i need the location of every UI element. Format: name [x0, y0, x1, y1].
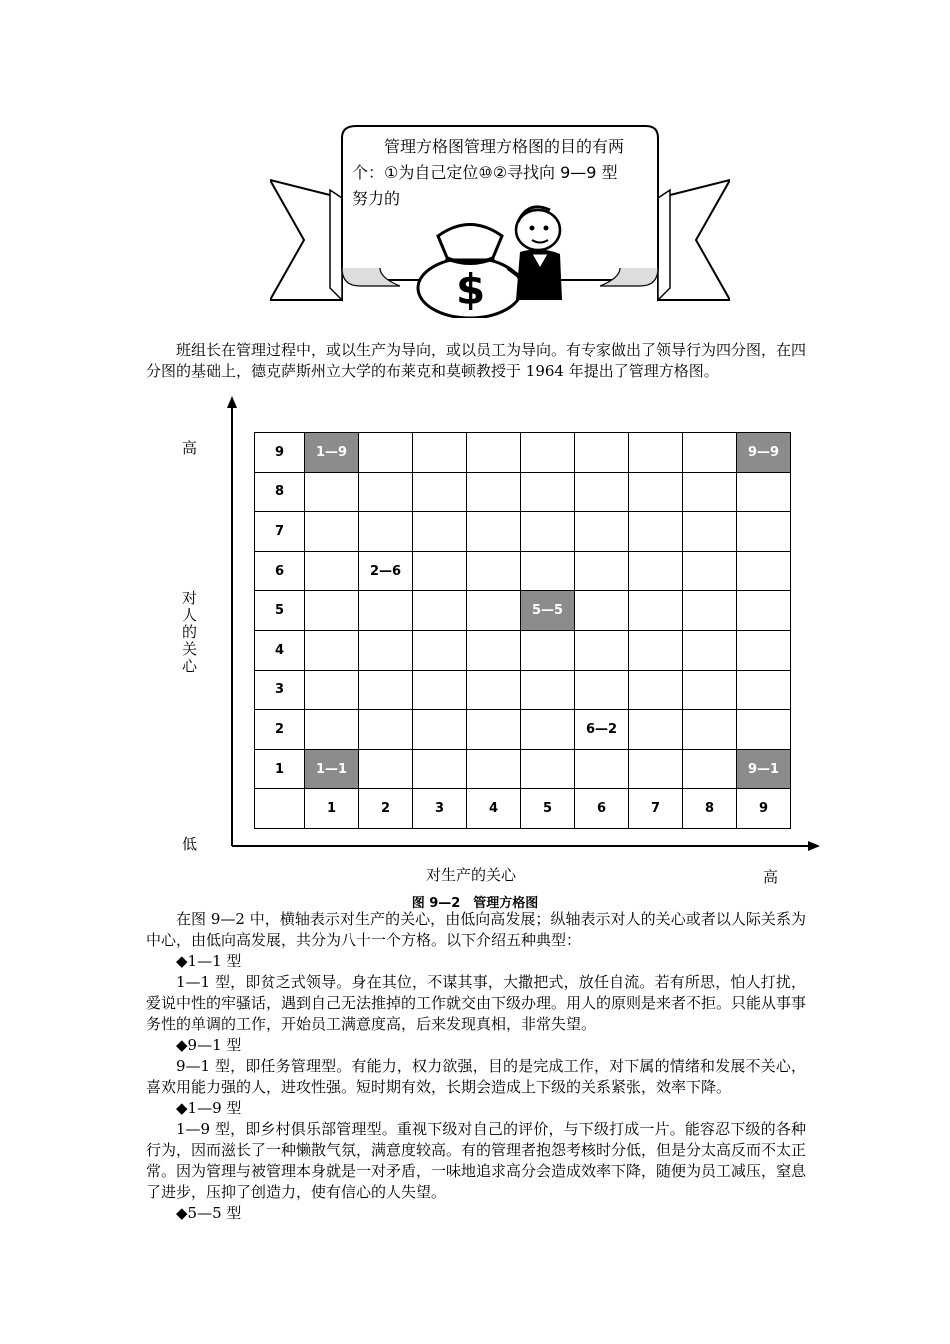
grid-cell — [520, 709, 575, 750]
grid-cell — [628, 709, 683, 750]
corner-cell — [254, 788, 305, 829]
grid-cell — [682, 630, 737, 671]
grid-cell — [520, 749, 575, 790]
paragraph-intro-grid: 在图 9—2 中，横轴表示对生产的关心，由低向高发展；纵轴表示对人的关心或者以人际关系为中心，由低向高发展，共分为八十一个方格。以下介绍五种典型： — [146, 910, 806, 949]
grid-cell — [358, 472, 413, 513]
grid-cell — [520, 551, 575, 592]
row-label: 5 — [254, 590, 305, 631]
grid-mark-cell: 9—9 — [736, 432, 791, 473]
banner-line-3: 努力的 — [352, 189, 401, 208]
y-axis-high-label: 高 — [182, 439, 198, 457]
column-label: 2 — [358, 788, 413, 829]
banner-text — [352, 134, 642, 212]
paragraph-1-9: 1—9 型，即乡村俱乐部管理型。重视下级对自己的评价，与下级打成一片。能容忍下级的各种行为，因而滋长了一种懒散气氛，满意度较高。有的管理者抱怨考核时分低，但是分太高反而不太正常。因为管理与被管理本身就是一对矛盾，一味地追求高分会造成效率下降，随便为员工减压，窒息了进步，压抑了创造力，使有信心的人失望。 — [146, 1120, 807, 1201]
column-label: 6 — [574, 788, 629, 829]
grid-cell — [358, 432, 413, 473]
column-label: 8 — [682, 788, 737, 829]
row-label: 3 — [254, 670, 305, 711]
grid-cell — [682, 590, 737, 631]
grid-cell — [358, 709, 413, 750]
grid-cell — [682, 551, 737, 592]
grid-cell — [466, 749, 521, 790]
grid-cell — [304, 590, 359, 631]
grid-cell — [574, 511, 629, 552]
paragraph-9-1: 9—1 型，即任务管理型。有能力，权力欲强，目的是完成工作，对下属的情绪和发展不关心，喜欢用能力强的人，进攻性强。短时期有效，长期会造成上下级的关系紧张，效率下降。 — [146, 1057, 806, 1096]
grid-cell — [466, 511, 521, 552]
heading-1-1: ◆1—1 型 — [176, 952, 242, 970]
grid-mark-cell: 1—9 — [304, 432, 359, 473]
heading-9-1: ◆9—1 型 — [176, 1036, 242, 1054]
grid-cell — [736, 551, 791, 592]
grid-cell — [736, 670, 791, 711]
grid-cell — [574, 551, 629, 592]
row-label: 2 — [254, 709, 305, 750]
grid-mark-cell: 9—1 — [736, 749, 791, 790]
row-label: 6 — [254, 551, 305, 592]
grid-cell — [304, 472, 359, 513]
column-label: 4 — [466, 788, 521, 829]
grid-cell — [736, 472, 791, 513]
grid-cell — [628, 472, 683, 513]
grid-cell — [358, 630, 413, 671]
intro-paragraph: 班组长在管理过程中，或以生产为导向，或以员工为导向。有专家做出了领导行为四分图，在四分图的基础上，德克萨斯州立大学的布莱克和莫顿教授于 1964 年提出了管理方格图。 — [146, 341, 807, 380]
grid-cell — [466, 472, 521, 513]
grid-cell — [412, 511, 467, 552]
figure-caption: 图 9—2 管理方格图 — [411, 896, 539, 911]
paragraph-1-1: 1—1 型，即贫乏式领导。身在其位，不谋其事，大撒把式，放任自流。若有所思，怕人打扰，爱说中性的牢骚话，遇到自己无法推掉的工作就交由下级办理。用人的原则是来者不拒。只能从事事务性的单调的工作，开始员工满意度高，后来发现真相，非常失望。 — [146, 973, 807, 1033]
grid-cell — [412, 551, 467, 592]
grid-cell — [682, 749, 737, 790]
grid-cell — [520, 630, 575, 671]
grid-cell — [736, 709, 791, 750]
grid-cell — [628, 749, 683, 790]
grid-cell — [466, 709, 521, 750]
row-label: 8 — [254, 472, 305, 513]
grid-cell — [412, 749, 467, 790]
column-label: 1 — [304, 788, 359, 829]
grid-cell — [574, 590, 629, 631]
svg-text:$: $ — [456, 265, 486, 314]
grid-cell — [682, 432, 737, 473]
grid-table — [254, 432, 790, 828]
y-axis-low-label: 低 — [182, 835, 198, 853]
grid-cell — [304, 709, 359, 750]
grid-cell — [466, 590, 521, 631]
x-axis-high-label: 高 — [763, 868, 779, 886]
grid-cell — [736, 511, 791, 552]
y-axis-title: 对人的关心 — [182, 589, 198, 675]
grid-cell — [628, 432, 683, 473]
grid-cell — [520, 670, 575, 711]
grid-cell — [304, 511, 359, 552]
grid-cell — [358, 749, 413, 790]
grid-cell — [682, 709, 737, 750]
grid-cell — [574, 472, 629, 513]
grid-cell — [628, 630, 683, 671]
grid-cell — [736, 590, 791, 631]
grid-cell — [628, 670, 683, 711]
grid-cell — [304, 551, 359, 592]
banner-line-1: 管理方格图管理方格图的目的有两 — [384, 137, 625, 156]
grid-cell — [358, 670, 413, 711]
grid-cell — [358, 511, 413, 552]
grid-cell — [628, 590, 683, 631]
grid-cell — [736, 630, 791, 671]
grid-cell — [520, 472, 575, 513]
grid-mark-cell: 6—2 — [574, 709, 629, 750]
grid-cell — [412, 630, 467, 671]
grid-cell — [466, 630, 521, 671]
grid-cell — [628, 551, 683, 592]
grid-cell — [412, 590, 467, 631]
column-label: 7 — [628, 788, 683, 829]
grid-cell — [682, 670, 737, 711]
grid-cell — [412, 432, 467, 473]
heading-1-9: ◆1—9 型 — [176, 1099, 242, 1117]
grid-cell — [412, 472, 467, 513]
heading-5-5: ◆5—5 型 — [176, 1204, 242, 1222]
grid-cell — [574, 432, 629, 473]
grid-cell — [520, 511, 575, 552]
grid-cell — [466, 432, 521, 473]
grid-cell — [574, 749, 629, 790]
row-label: 4 — [254, 630, 305, 671]
column-label: 9 — [736, 788, 791, 829]
grid-cell — [412, 709, 467, 750]
column-label: 3 — [412, 788, 467, 829]
grid-cell — [358, 590, 413, 631]
grid-cell — [520, 432, 575, 473]
grid-cell — [466, 551, 521, 592]
column-label: 5 — [520, 788, 575, 829]
row-label: 9 — [254, 432, 305, 473]
grid-cell — [574, 630, 629, 671]
grid-cell — [574, 670, 629, 711]
row-label: 7 — [254, 511, 305, 552]
grid-mark-cell: 2—6 — [358, 551, 413, 592]
grid-cell — [682, 472, 737, 513]
body-text — [146, 909, 806, 1224]
grid-cell — [628, 511, 683, 552]
banner-line-2: 个：①为自己定位⑩②寻找向 9—9 型 — [352, 163, 618, 182]
grid-cell — [304, 630, 359, 671]
grid-mark-cell: 1—1 — [304, 749, 359, 790]
grid-cell — [466, 670, 521, 711]
x-axis-title: 对生产的关心 — [426, 866, 517, 884]
grid-cell — [682, 511, 737, 552]
grid-cell — [304, 670, 359, 711]
row-label: 1 — [254, 749, 305, 790]
grid-mark-cell: 5—5 — [520, 590, 575, 631]
grid-cell — [412, 670, 467, 711]
